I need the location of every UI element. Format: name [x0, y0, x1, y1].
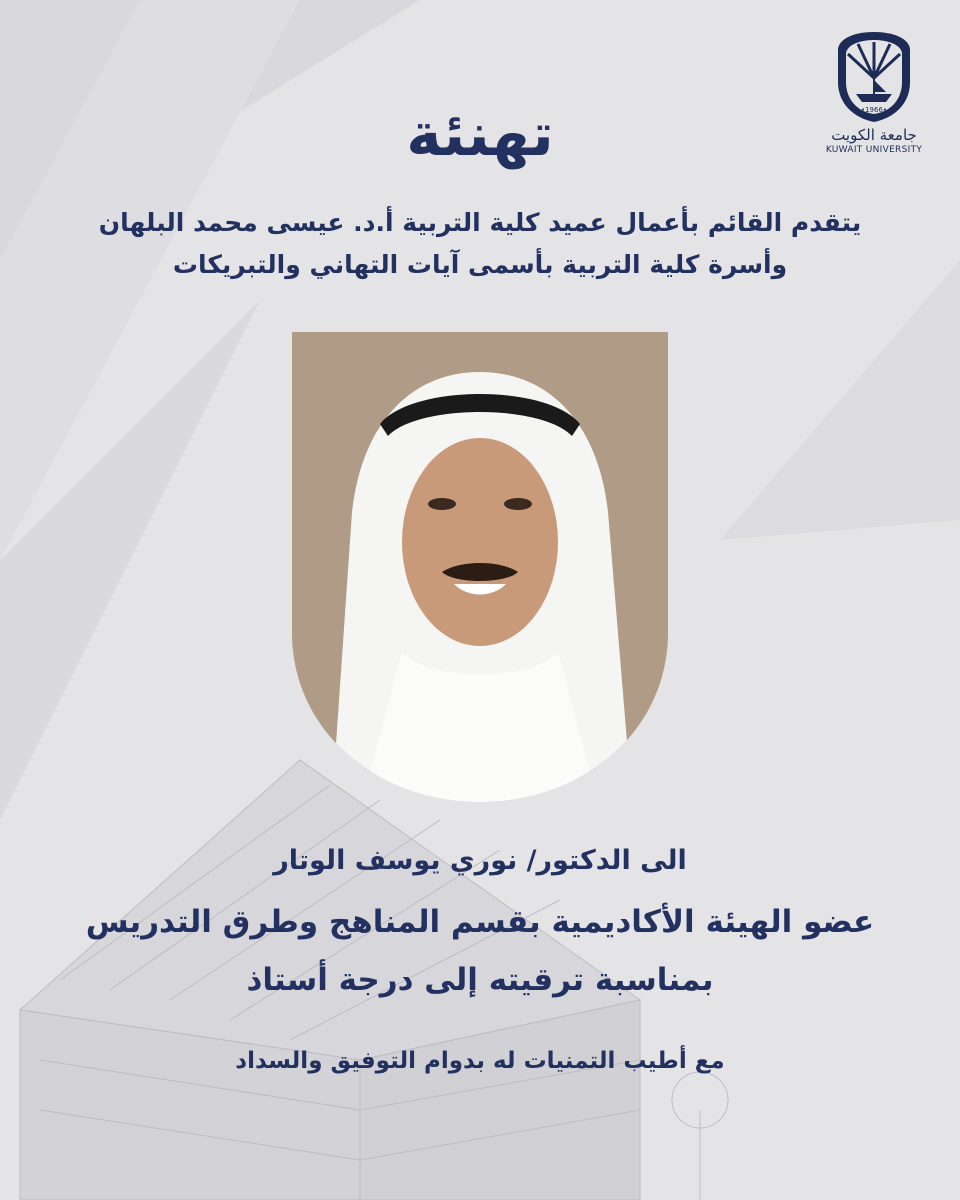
closing-wishes: مع أطيب التمنيات له بدوام التوفيق والسداد	[235, 1048, 725, 1074]
promotion-occasion: بمناسبة ترقيته إلى درجة أستاذ	[246, 962, 714, 998]
recipient-position: عضو الهيئة الأكاديمية بقسم المناهج وطرق التدريس	[85, 904, 875, 940]
logo-arabic-name: جامعة الكويت	[831, 126, 917, 144]
logo-year: •1966•	[860, 106, 888, 114]
page-title: تهنئة	[406, 100, 554, 170]
recipient-name: الى الدكتور/ نوري يوسف الوتار	[273, 845, 687, 876]
intro-line-2: وأسرة كلية التربية بأسمى آيات التهاني والتبريكات	[172, 250, 788, 279]
recipient-photo	[292, 332, 668, 802]
intro-line-1: يتقدم القائم بأعمال عميد كلية التربية أ.د. عيسى محمد البلهان	[98, 208, 862, 237]
logo-english-name: KUWAIT UNIVERSITY	[825, 145, 923, 155]
